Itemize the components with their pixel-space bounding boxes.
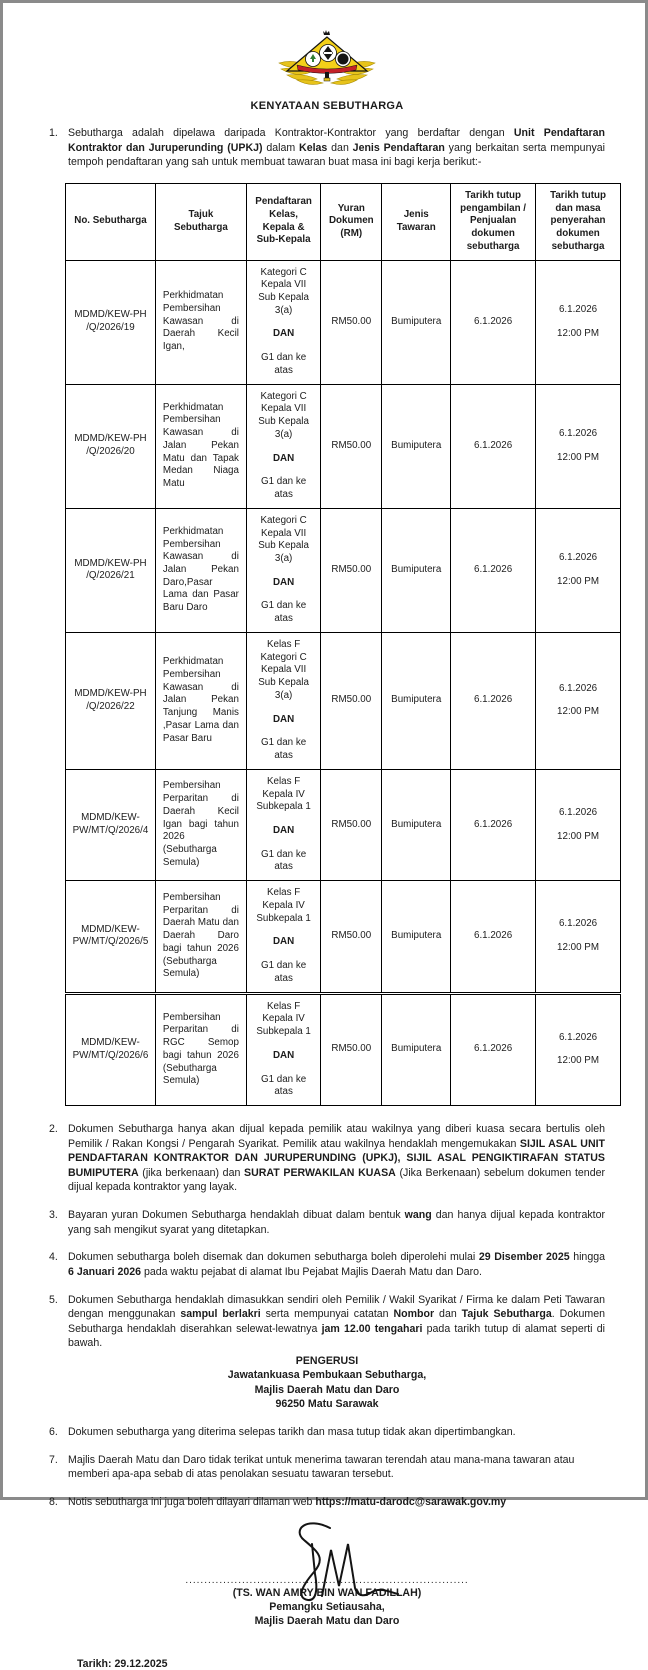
pendaftaran-dan: DAN xyxy=(272,328,295,340)
penyerahan-masa: 12:00 PM xyxy=(557,1055,599,1067)
penyerahan-masa: 12:00 PM xyxy=(557,830,599,842)
cell-pendaftaran-kelas xyxy=(246,632,320,769)
paragraph-number: 7. xyxy=(49,1453,58,1466)
pengerusi-address-block xyxy=(49,1354,605,1411)
penyerahan-masa: 12:00 PM xyxy=(557,575,599,587)
paragraph-6 xyxy=(49,1425,605,1440)
table-row xyxy=(66,508,621,632)
address-line: Majlis Daerah Matu dan Daro xyxy=(254,1383,400,1396)
paragraph-text: Sebutharga adalah dipelawa daripada Kontraktor-Kontraktor yang berdaftar dengan Unit Pendaftaran Kontraktor dan Juruperunding (UPKJ) dalam Kelas dan Jenis Pendaftaran yang berkaitan serta mempunyai tempoh pendaftaran yang sah untuk membuat tawaran buat masa ini bagi kerja berikut:- xyxy=(68,127,606,169)
signature-block xyxy=(49,1514,605,1629)
table-row xyxy=(66,881,621,993)
pendaftaran-gred: G1 dan ke atas xyxy=(260,352,307,376)
table-row xyxy=(66,260,621,384)
cell-tajuk-sebutharga: Perkhidmatan Pembersihan Kawasan di Jalan Pekan Matu dan Tapak Medan Niaga Matu xyxy=(155,384,246,508)
cell-pendaftaran-kelas xyxy=(246,508,320,632)
penyerahan-masa: 12:00 PM xyxy=(557,706,599,718)
pendaftaran-gred: G1 dan ke atas xyxy=(260,848,307,873)
penyerahan-tarikh: 6.1.2026 xyxy=(558,806,598,818)
cell-tarikh-tutup-pengambilan: 6.1.2026 xyxy=(451,632,536,769)
cell-no-sebutharga: MDMD/KEW-PH /Q/2026/21 xyxy=(66,508,156,632)
pendaftaran-gred: G1 dan ke atas xyxy=(260,476,307,501)
cell-yuran-dokumen: RM50.00 xyxy=(321,384,382,508)
cell-yuran-dokumen: RM50.00 xyxy=(321,993,382,1105)
signatory-role: Pemangku Setiausaha, xyxy=(269,1600,385,1613)
cell-jenis-tawaran: Bumiputera xyxy=(382,384,451,508)
paragraph-number: 4. xyxy=(49,1251,58,1264)
cell-pendaftaran-kelas xyxy=(246,260,320,384)
cell-no-sebutharga: MDMD/KEW- PW/MT/Q/2026/6 xyxy=(66,993,156,1105)
paragraph-2 xyxy=(49,1122,605,1195)
paragraph-text: Notis sebutharga ini juga boleh dilayari dilaman web https://matu-darodc@sarawak.gov.my xyxy=(68,1495,507,1508)
signatory-organisation: Majlis Daerah Matu dan Daro xyxy=(254,1615,400,1628)
cell-tajuk-sebutharga: Perkhidmatan Pembersihan Kawasan di Jalan Pekan Tanjung Manis ,Pasar Lama dan Pasar Baru xyxy=(155,632,246,769)
header-no-sebutharga: No. Sebutharga xyxy=(66,183,156,260)
paragraph-text: Dokumen sebutharga yang diterima selepas tarikh dan masa tutup tidak akan dipertimbangkan. xyxy=(68,1426,516,1439)
cell-jenis-tawaran: Bumiputera xyxy=(382,769,451,880)
pendaftaran-gred: G1 dan ke atas xyxy=(260,1073,307,1098)
paragraph-8 xyxy=(49,1495,605,1510)
cell-pendaftaran-kelas xyxy=(246,881,320,993)
signature-dotted-line: ........................................................................... xyxy=(185,1574,469,1586)
penyerahan-masa: 12:00 PM xyxy=(557,327,599,339)
paragraph-4 xyxy=(49,1250,605,1279)
penyerahan-tarikh: 6.1.2026 xyxy=(558,303,598,315)
cell-jenis-tawaran: Bumiputera xyxy=(382,632,451,769)
cell-tajuk-sebutharga: Perkhidmatan Pembersihan Kawasan di Daerah Kecil Igan, xyxy=(155,260,246,384)
pendaftaran-dan: DAN xyxy=(272,936,295,948)
cell-tarikh-penyerahan xyxy=(536,993,621,1105)
table-row xyxy=(66,769,621,880)
pendaftaran-dan: DAN xyxy=(272,576,295,588)
pendaftaran-gred: G1 dan ke atas xyxy=(260,600,307,625)
pendaftaran-kategori: Kelas F Kepala IV Subkepala 1 xyxy=(256,887,311,924)
cell-yuran-dokumen: RM50.00 xyxy=(321,769,382,880)
paragraph-number: 3. xyxy=(49,1209,58,1222)
cell-jenis-tawaran: Bumiputera xyxy=(382,260,451,384)
cell-tajuk-sebutharga: Pembersihan Perparitan di RGC Semop bagi tahun 2026 (Sebutharga Semula) xyxy=(155,993,246,1105)
paragraph-text: Majlis Daerah Matu dan Daro tidak terikat untuk menerima tawaran terendah atau mana-mana tawaran atau memberi apa-apa sebab di atas penolakan sesuatu tawaran tersebut. xyxy=(68,1453,575,1481)
cell-no-sebutharga: MDMD/KEW-PH /Q/2026/22 xyxy=(66,632,156,769)
table-header xyxy=(66,183,621,260)
header-yuran: Yuran Dokumen (RM) xyxy=(321,183,382,260)
penyerahan-tarikh: 6.1.2026 xyxy=(558,918,598,930)
penyerahan-tarikh: 6.1.2026 xyxy=(558,552,598,564)
cell-jenis-tawaran: Bumiputera xyxy=(382,881,451,993)
penyerahan-tarikh: 6.1.2026 xyxy=(558,682,598,694)
paragraph-number: 1. xyxy=(49,127,58,139)
pendaftaran-kategori: Kategori C Kepala VII Sub Kepala 3(a) xyxy=(258,514,309,564)
cell-no-sebutharga: MDMD/KEW-PH /Q/2026/20 xyxy=(66,384,156,508)
penyerahan-masa: 12:00 PM xyxy=(557,941,599,953)
paragraph-1 xyxy=(49,126,605,170)
paragraph-5 xyxy=(49,1293,605,1351)
signatory-name: (TS. WAN AMRY BIN WAN FADILLAH) xyxy=(232,1586,422,1599)
cell-tarikh-tutup-pengambilan: 6.1.2026 xyxy=(451,508,536,632)
paragraph-text: Dokumen sebutharga boleh disemak dan dokumen sebutharga boleh diperolehi mulai 29 Disember 2025 hingga 6 Januari 2026 pada waktu pejabat di alamat Ibu Pejabat Majlis Daerah Matu dan Daro. xyxy=(68,1251,606,1278)
cell-tarikh-tutup-pengambilan: 6.1.2026 xyxy=(451,260,536,384)
cell-tarikh-tutup-pengambilan: 6.1.2026 xyxy=(451,993,536,1105)
cell-yuran-dokumen: RM50.00 xyxy=(321,632,382,769)
cell-pendaftaran-kelas xyxy=(246,993,320,1105)
cell-jenis-tawaran: Bumiputera xyxy=(382,508,451,632)
table-body xyxy=(66,260,621,1106)
paragraph-number: 8. xyxy=(49,1495,58,1508)
paragraph-text: Dokumen Sebutharga hendaklah dimasukkan sendiri oleh Pemilik / Wakil Syarikat / Firma ke dalam Peti Tawaran dengan menggunakan sampul berlakri serta mempunyai catatan Nombor dan Tajuk Sebutharga. Dokumen Sebutharga hendaklah diserahkan selewat-lewatnya jam 12.00 tengahari pada tarikh tutup di alamat seperti di bawah. xyxy=(68,1293,606,1350)
handwritten-signature-icon xyxy=(252,1514,402,1606)
paragraph-3 xyxy=(49,1208,605,1237)
cell-tajuk-sebutharga: Pembersihan Perparitan di Daerah Kecil Igan bagi tahun 2026 (Sebutharga Semula) xyxy=(155,769,246,880)
header-jenis: Jenis Tawaran xyxy=(382,183,451,260)
cell-tarikh-penyerahan xyxy=(536,508,621,632)
cell-tajuk-sebutharga: Perkhidmatan Pembersihan Kawasan di Jalan Pekan Daro,Pasar Lama dan Pasar Baru Daro xyxy=(155,508,246,632)
pendaftaran-kategori: Kelas F Kepala IV Subkepala 1 xyxy=(256,775,311,813)
paragraph-7 xyxy=(49,1453,605,1482)
cell-no-sebutharga: MDMD/KEW-PH /Q/2026/19 xyxy=(66,260,156,384)
cell-tarikh-penyerahan xyxy=(536,769,621,880)
table-row xyxy=(66,993,621,1105)
pendaftaran-kategori: Kategori C Kepala VII Sub Kepala 3(a) xyxy=(258,266,309,316)
council-crest-icon xyxy=(273,29,381,87)
cell-pendaftaran-kelas xyxy=(246,384,320,508)
header-tajuk: Tajuk Sebutharga xyxy=(155,183,246,260)
penyerahan-masa: 12:00 PM xyxy=(557,451,599,463)
address-line: 96250 Matu Sarawak xyxy=(275,1397,379,1410)
cell-tarikh-tutup-pengambilan: 6.1.2026 xyxy=(451,384,536,508)
table-row xyxy=(66,632,621,769)
document-body xyxy=(3,3,645,1670)
document-date: Tarikh: 29.12.2025 xyxy=(77,1658,168,1670)
cell-tarikh-penyerahan xyxy=(536,881,621,993)
header-tarikh-masa: Tarikh tutup dan masa penyerahan dokumen sebutharga xyxy=(536,183,621,260)
table-row xyxy=(66,384,621,508)
pendaftaran-gred: G1 dan ke atas xyxy=(260,960,307,984)
cell-yuran-dokumen: RM50.00 xyxy=(321,508,382,632)
paragraph-number: 2. xyxy=(49,1123,58,1136)
cell-no-sebutharga: MDMD/KEW- PW/MT/Q/2026/5 xyxy=(66,881,156,993)
pendaftaran-dan: DAN xyxy=(272,825,295,836)
penyerahan-tarikh: 6.1.2026 xyxy=(558,1031,598,1043)
pendaftaran-kategori: Kelas F Kategori C Kepala VII Sub Kepala 3(a) xyxy=(258,638,309,701)
pendaftaran-gred: G1 dan ke atas xyxy=(260,737,307,762)
cell-tarikh-penyerahan xyxy=(536,632,621,769)
pendaftaran-dan: DAN xyxy=(272,452,295,464)
paragraph-text: Bayaran yuran Dokumen Sebutharga hendaklah dibuat dalam bentuk wang dan hanya dijual kepada kontraktor yang sah mengikut syarat yang ditetapkan. xyxy=(68,1209,605,1236)
cell-tarikh-tutup-pengambilan: 6.1.2026 xyxy=(451,881,536,993)
penyerahan-tarikh: 6.1.2026 xyxy=(558,427,598,439)
cell-jenis-tawaran: Bumiputera xyxy=(382,993,451,1105)
paragraph-number: 6. xyxy=(49,1426,58,1439)
address-line: PENGERUSI xyxy=(295,1354,359,1367)
header xyxy=(49,29,605,92)
cell-pendaftaran-kelas xyxy=(246,769,320,880)
pendaftaran-dan: DAN xyxy=(272,713,295,725)
page-title: KENYATAAN SEBUTHARGA xyxy=(250,100,404,112)
cell-yuran-dokumen: RM50.00 xyxy=(321,260,382,384)
paragraph-text: Dokumen Sebutharga hanya akan dijual kepada pemilik atau wakilnya yang diberi kuasa secara bertulis oleh Pemilik / Rakan Kongsi / Pengarah Syarikat. Pemilik atau wakilnya hendaklah mengemukakan SIJIL ASAL UNIT PENDAFTARAN KONTRAKTOR DAN JURUPERUNDING (UPKJ), SIJIL ASAL PENGIKTIRAFAN STATUS BUMIPUTERA (jika berkenaan) dan SURAT PERWAKILAN KUASA (Jika Berkenaan) sebelum dokumen tender dijual kepada kontraktor yang layak. xyxy=(68,1123,606,1194)
cell-tarikh-penyerahan xyxy=(536,384,621,508)
sebutharga-table xyxy=(65,183,621,1106)
cell-tarikh-tutup-pengambilan: 6.1.2026 xyxy=(451,769,536,880)
pendaftaran-kategori: Kategori C Kepala VII Sub Kepala 3(a) xyxy=(258,390,309,440)
pendaftaran-dan: DAN xyxy=(272,1049,295,1061)
pendaftaran-kategori: Kelas F Kepala IV Subkepala 1 xyxy=(256,1000,311,1038)
cell-tajuk-sebutharga: Pembersihan Perparitan di Daerah Matu dan Daerah Daro bagi tahun 2026 (Sebutharga Semula) xyxy=(155,881,246,993)
header-pendaftaran: Pendaftaran Kelas, Kepala & Sub-Kepala xyxy=(246,183,320,260)
address-line: Jawatankuasa Pembukaan Sebutharga, xyxy=(227,1369,427,1382)
cell-tarikh-penyerahan xyxy=(536,260,621,384)
cell-no-sebutharga: MDMD/KEW- PW/MT/Q/2026/4 xyxy=(66,769,156,880)
header-tarikh-tutup: Tarikh tutup pengambilan / Penjualan dokumen sebutharga xyxy=(451,183,536,260)
paragraph-number: 5. xyxy=(49,1293,58,1306)
cell-yuran-dokumen: RM50.00 xyxy=(321,881,382,993)
